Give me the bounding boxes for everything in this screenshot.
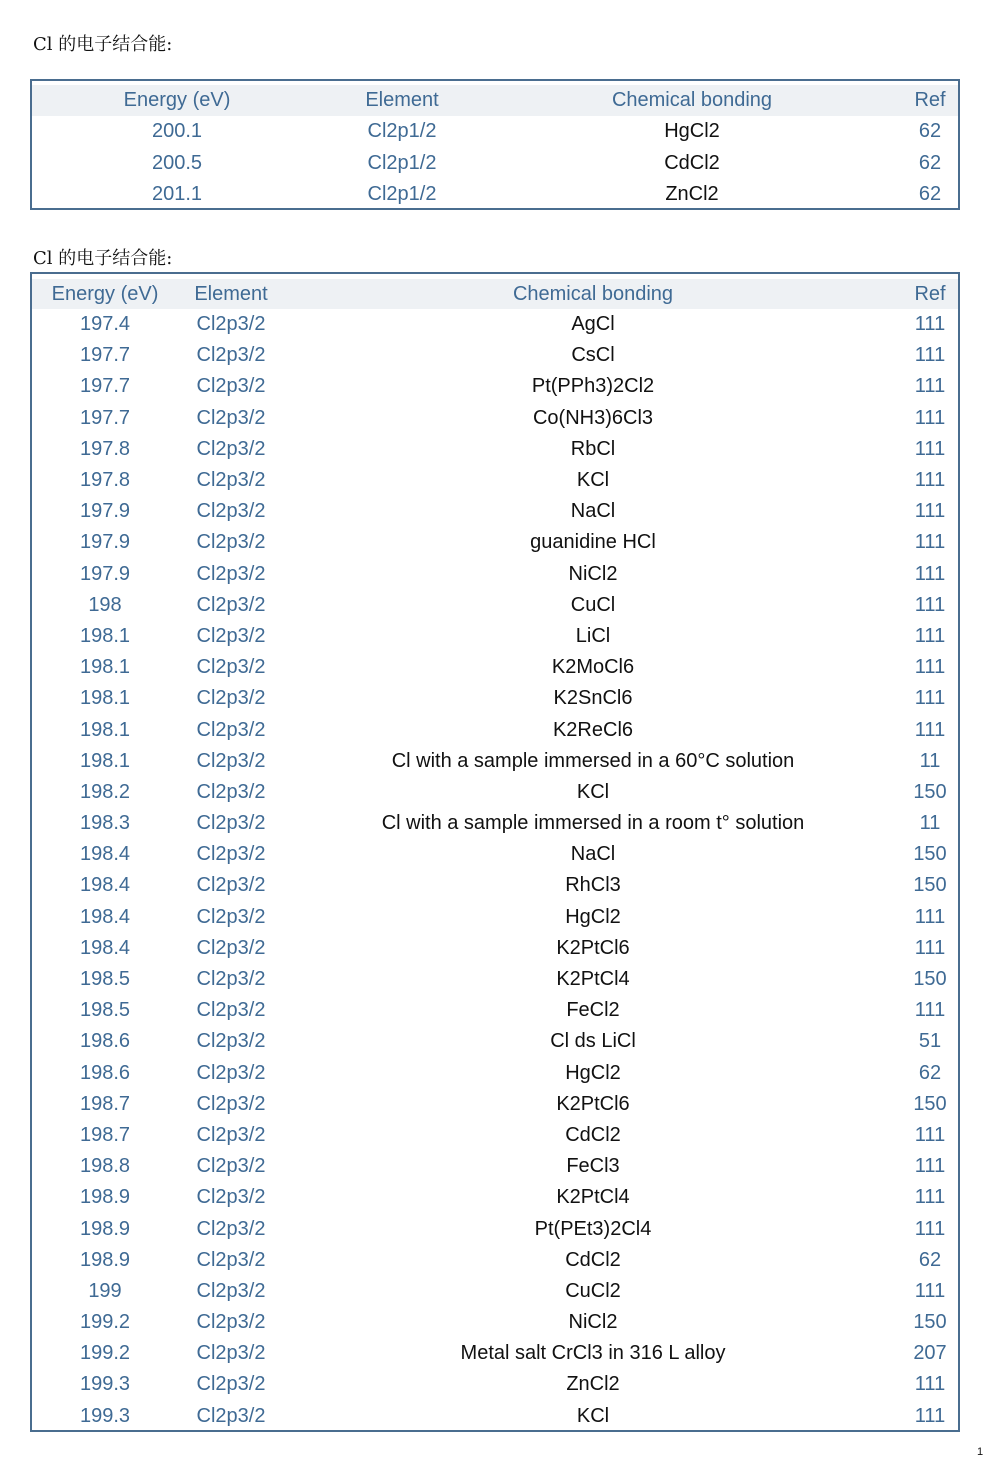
bonding-cell: K2PtCl6 bbox=[556, 1092, 630, 1115]
ref-cell: 51 bbox=[918, 1030, 942, 1053]
bonding-cell: K2SnCl6 bbox=[553, 687, 633, 710]
bonding-cell: Pt(PPh3)2Cl2 bbox=[531, 375, 655, 398]
ref-cell: 62 bbox=[918, 151, 942, 174]
element-cell: Cl2p3/2 bbox=[196, 531, 266, 554]
bonding-cell: RbCl bbox=[570, 437, 616, 460]
bonding-cell: KCl bbox=[576, 469, 610, 492]
cl-2p32-grid bbox=[32, 279, 958, 1432]
ref-cell: 62 bbox=[918, 1061, 942, 1084]
table-row bbox=[32, 1120, 958, 1151]
ref-cell: 150 bbox=[913, 780, 947, 803]
energy-cell: 199.3 bbox=[79, 1404, 131, 1427]
element-cell: Cl2p3/2 bbox=[196, 718, 266, 741]
cl-2p32-table bbox=[30, 272, 960, 1432]
bonding-cell: CdCl2 bbox=[565, 1123, 621, 1146]
table-row bbox=[32, 1369, 958, 1400]
bonding-cell: K2PtCl6 bbox=[556, 936, 630, 959]
table-row bbox=[32, 434, 958, 465]
element-cell: Cl2p3/2 bbox=[196, 1061, 266, 1084]
ref-cell: 111 bbox=[914, 1217, 946, 1240]
bonding-cell: CdCl2 bbox=[565, 1248, 621, 1271]
element-cell: Cl2p1/2 bbox=[367, 183, 437, 206]
page-number: 1 bbox=[977, 1446, 984, 1458]
table-row bbox=[32, 309, 958, 340]
table-row bbox=[32, 870, 958, 901]
bonding-cell: K2ReCl6 bbox=[552, 718, 634, 741]
energy-cell: 198.1 bbox=[79, 687, 131, 710]
table-row bbox=[32, 1213, 958, 1244]
table-row bbox=[32, 1058, 958, 1089]
header-bonding: Chemical bonding bbox=[611, 89, 773, 111]
element-cell: Cl2p3/2 bbox=[196, 1030, 266, 1053]
section2-heading: Cl 的电子结合能: bbox=[33, 248, 173, 269]
table-row bbox=[32, 148, 958, 180]
energy-cell: 197.8 bbox=[79, 469, 131, 492]
energy-cell: 199.2 bbox=[79, 1342, 131, 1365]
table-row bbox=[32, 1338, 958, 1369]
ref-cell: 150 bbox=[913, 1311, 947, 1334]
element-cell: Cl2p3/2 bbox=[196, 1186, 266, 1209]
element-cell: Cl2p3/2 bbox=[196, 968, 266, 991]
energy-cell: 198 bbox=[88, 593, 122, 616]
table-row bbox=[32, 340, 958, 371]
cl-2p12-grid bbox=[32, 85, 958, 211]
element-cell: Cl2p3/2 bbox=[196, 1248, 266, 1271]
energy-cell: 198.7 bbox=[79, 1123, 131, 1146]
energy-cell: 198.9 bbox=[79, 1248, 131, 1271]
element-cell: Cl2p3/2 bbox=[196, 1217, 266, 1240]
ref-cell: 11 bbox=[919, 812, 941, 835]
table-row bbox=[32, 683, 958, 714]
table-row bbox=[32, 403, 958, 434]
ref-cell: 111 bbox=[914, 1404, 946, 1427]
table-row bbox=[32, 995, 958, 1026]
element-cell: Cl2p3/2 bbox=[196, 1092, 266, 1115]
element-cell: Cl2p3/2 bbox=[196, 656, 266, 679]
table-row bbox=[32, 527, 958, 558]
element-cell: Cl2p3/2 bbox=[196, 1123, 266, 1146]
ref-cell: 111 bbox=[914, 999, 946, 1022]
ref-cell: 111 bbox=[914, 593, 946, 616]
table-row bbox=[32, 1307, 958, 1338]
energy-cell: 198.9 bbox=[79, 1186, 131, 1209]
bonding-cell: ZnCl2 bbox=[665, 183, 719, 206]
table-row bbox=[32, 808, 958, 839]
ref-cell: 111 bbox=[914, 313, 946, 336]
ref-cell: 111 bbox=[914, 1373, 946, 1396]
element-cell: Cl2p1/2 bbox=[367, 151, 437, 174]
element-cell: Cl2p3/2 bbox=[196, 406, 266, 429]
table-row bbox=[32, 1026, 958, 1057]
bonding-cell: NaCl bbox=[570, 500, 616, 523]
ref-cell: 11 bbox=[919, 749, 941, 772]
element-cell: Cl2p3/2 bbox=[196, 999, 266, 1022]
ref-cell: 111 bbox=[914, 1279, 946, 1302]
element-cell: Cl2p3/2 bbox=[196, 375, 266, 398]
table-row bbox=[32, 933, 958, 964]
energy-cell: 199.3 bbox=[79, 1373, 131, 1396]
element-cell: Cl2p3/2 bbox=[196, 313, 266, 336]
element-cell: Cl2p3/2 bbox=[196, 687, 266, 710]
energy-cell: 198.5 bbox=[79, 968, 131, 991]
energy-cell: 198.4 bbox=[79, 936, 131, 959]
energy-cell: 197.9 bbox=[79, 562, 131, 585]
element-cell: Cl2p3/2 bbox=[196, 1373, 266, 1396]
element-cell: Cl2p3/2 bbox=[196, 500, 266, 523]
element-cell: Cl2p3/2 bbox=[196, 749, 266, 772]
energy-cell: 198.7 bbox=[79, 1092, 131, 1115]
ref-cell: 111 bbox=[914, 1186, 946, 1209]
bonding-cell: KCl bbox=[576, 780, 610, 803]
element-cell: Cl2p3/2 bbox=[196, 812, 266, 835]
energy-cell: 200.5 bbox=[151, 151, 203, 174]
energy-cell: 198.1 bbox=[79, 624, 131, 647]
bonding-cell: K2MoCl6 bbox=[551, 656, 635, 679]
energy-cell: 198.1 bbox=[79, 656, 131, 679]
ref-cell: 150 bbox=[913, 1092, 947, 1115]
header-element: Element bbox=[365, 89, 439, 111]
element-cell: Cl2p3/2 bbox=[196, 1155, 266, 1178]
element-cell: Cl2p3/2 bbox=[196, 437, 266, 460]
element-cell: Cl2p3/2 bbox=[196, 1311, 266, 1334]
bonding-cell: CuCl bbox=[570, 593, 616, 616]
energy-cell: 197.8 bbox=[79, 437, 131, 460]
bonding-cell: guanidine HCl bbox=[530, 531, 656, 554]
bonding-cell: Cl with a sample immersed in a room t° solution bbox=[381, 812, 805, 835]
element-cell: Cl2p3/2 bbox=[196, 1279, 266, 1302]
energy-cell: 198.8 bbox=[79, 1155, 131, 1178]
table-row bbox=[32, 839, 958, 870]
ref-cell: 111 bbox=[914, 1155, 946, 1178]
table-row bbox=[32, 496, 958, 527]
ref-cell: 62 bbox=[918, 120, 942, 143]
ref-cell: 150 bbox=[913, 874, 947, 897]
ref-cell: 111 bbox=[914, 500, 946, 523]
cl-2p12-table bbox=[30, 79, 960, 210]
energy-cell: 201.1 bbox=[151, 183, 203, 206]
bonding-cell: K2PtCl4 bbox=[556, 968, 630, 991]
ref-cell: 111 bbox=[914, 718, 946, 741]
table-header-row bbox=[32, 85, 958, 116]
energy-cell: 198.4 bbox=[79, 874, 131, 897]
ref-cell: 111 bbox=[914, 656, 946, 679]
ref-cell: 150 bbox=[913, 843, 947, 866]
header-element: Element bbox=[194, 282, 268, 305]
table-row bbox=[32, 1151, 958, 1182]
element-cell: Cl2p3/2 bbox=[196, 344, 266, 367]
ref-cell: 111 bbox=[914, 406, 946, 429]
bonding-cell: RhCl3 bbox=[565, 874, 621, 897]
energy-cell: 198.9 bbox=[79, 1217, 131, 1240]
energy-cell: 198.6 bbox=[79, 1061, 131, 1084]
bonding-cell: CsCl bbox=[571, 344, 615, 367]
header-ref: Ref bbox=[914, 89, 946, 111]
ref-cell: 111 bbox=[914, 344, 946, 367]
ref-cell: 111 bbox=[914, 687, 946, 710]
table-row bbox=[32, 652, 958, 683]
energy-cell: 197.7 bbox=[79, 406, 131, 429]
table-row bbox=[32, 777, 958, 808]
bonding-cell: NaCl bbox=[570, 843, 616, 866]
element-cell: Cl2p3/2 bbox=[196, 624, 266, 647]
table-row bbox=[32, 371, 958, 402]
table-row bbox=[32, 1245, 958, 1276]
bonding-cell: Metal salt CrCl3 in 316 L alloy bbox=[460, 1342, 726, 1365]
bonding-cell: HgCl2 bbox=[565, 905, 621, 928]
ref-cell: 111 bbox=[914, 469, 946, 492]
energy-cell: 197.7 bbox=[79, 375, 131, 398]
table-body bbox=[32, 309, 958, 1432]
energy-cell: 198.6 bbox=[79, 1030, 131, 1053]
bonding-cell: Cl with a sample immersed in a 60°C solution bbox=[391, 749, 795, 772]
ref-cell: 111 bbox=[914, 375, 946, 398]
table-row bbox=[32, 559, 958, 590]
table-row bbox=[32, 714, 958, 745]
element-cell: Cl2p3/2 bbox=[196, 469, 266, 492]
table-row bbox=[32, 1401, 958, 1432]
element-cell: Cl2p3/2 bbox=[196, 1404, 266, 1427]
energy-cell: 197.4 bbox=[79, 313, 131, 336]
bonding-cell: AgCl bbox=[571, 313, 615, 336]
element-cell: Cl2p3/2 bbox=[196, 1342, 266, 1365]
header-bonding: Chemical bonding bbox=[512, 282, 674, 305]
energy-cell: 197.9 bbox=[79, 531, 131, 554]
bonding-cell: HgCl2 bbox=[565, 1061, 621, 1084]
bonding-cell: FeCl3 bbox=[566, 1155, 620, 1178]
energy-cell: 198.1 bbox=[79, 718, 131, 741]
table-row bbox=[32, 621, 958, 652]
energy-cell: 197.7 bbox=[79, 344, 131, 367]
table-row bbox=[32, 1089, 958, 1120]
bonding-cell: Pt(PEt3)2Cl4 bbox=[534, 1217, 652, 1240]
ref-cell: 111 bbox=[914, 531, 946, 554]
bonding-cell: NiCl2 bbox=[568, 562, 618, 585]
table-row bbox=[32, 746, 958, 777]
element-cell: Cl2p3/2 bbox=[196, 905, 266, 928]
bonding-cell: NiCl2 bbox=[568, 1311, 618, 1334]
ref-cell: 207 bbox=[913, 1342, 947, 1365]
ref-cell: 111 bbox=[914, 905, 946, 928]
ref-cell: 111 bbox=[914, 562, 946, 585]
header-energy: Energy (eV) bbox=[51, 282, 159, 305]
energy-cell: 198.1 bbox=[79, 749, 131, 772]
bonding-cell: Cl ds LiCl bbox=[550, 1030, 636, 1053]
table-row bbox=[32, 590, 958, 621]
ref-cell: 150 bbox=[913, 968, 947, 991]
table-row bbox=[32, 964, 958, 995]
energy-cell: 200.1 bbox=[151, 120, 203, 143]
element-cell: Cl2p3/2 bbox=[196, 593, 266, 616]
energy-cell: 198.2 bbox=[79, 780, 131, 803]
header-ref: Ref bbox=[914, 282, 946, 305]
table-row bbox=[32, 1276, 958, 1307]
bonding-cell: K2PtCl4 bbox=[556, 1186, 630, 1209]
energy-cell: 198.5 bbox=[79, 999, 131, 1022]
bonding-cell: KCl bbox=[576, 1404, 610, 1427]
ref-cell: 111 bbox=[914, 936, 946, 959]
bonding-cell: ZnCl2 bbox=[566, 1373, 620, 1396]
table-row bbox=[32, 179, 958, 211]
energy-cell: 198.4 bbox=[79, 843, 131, 866]
ref-cell: 111 bbox=[914, 437, 946, 460]
ref-cell: 62 bbox=[918, 183, 942, 206]
header-energy: Energy (eV) bbox=[123, 89, 231, 111]
bonding-cell: HgCl2 bbox=[664, 120, 720, 143]
energy-cell: 198.4 bbox=[79, 905, 131, 928]
bonding-cell: FeCl2 bbox=[566, 999, 620, 1022]
ref-cell: 111 bbox=[914, 1123, 946, 1146]
element-cell: Cl2p3/2 bbox=[196, 780, 266, 803]
element-cell: Cl2p3/2 bbox=[196, 843, 266, 866]
bonding-cell: CuCl2 bbox=[565, 1279, 621, 1302]
table-header-row bbox=[32, 279, 958, 309]
table-row bbox=[32, 1182, 958, 1213]
energy-cell: 198.3 bbox=[79, 812, 131, 835]
bonding-cell: CdCl2 bbox=[664, 151, 720, 174]
bonding-cell: Co(NH3)6Cl3 bbox=[532, 406, 654, 429]
element-cell: Cl2p3/2 bbox=[196, 874, 266, 897]
energy-cell: 199.2 bbox=[79, 1311, 131, 1334]
table-row bbox=[32, 465, 958, 496]
element-cell: Cl2p1/2 bbox=[367, 120, 437, 143]
table-row bbox=[32, 902, 958, 933]
table-body bbox=[32, 116, 958, 211]
energy-cell: 199 bbox=[88, 1279, 122, 1302]
ref-cell: 111 bbox=[914, 624, 946, 647]
element-cell: Cl2p3/2 bbox=[196, 562, 266, 585]
bonding-cell: LiCl bbox=[575, 624, 611, 647]
table-row bbox=[32, 116, 958, 148]
element-cell: Cl2p3/2 bbox=[196, 936, 266, 959]
section1-heading: Cl 的电子结合能: bbox=[33, 34, 173, 55]
ref-cell: 62 bbox=[918, 1248, 942, 1271]
energy-cell: 197.9 bbox=[79, 500, 131, 523]
